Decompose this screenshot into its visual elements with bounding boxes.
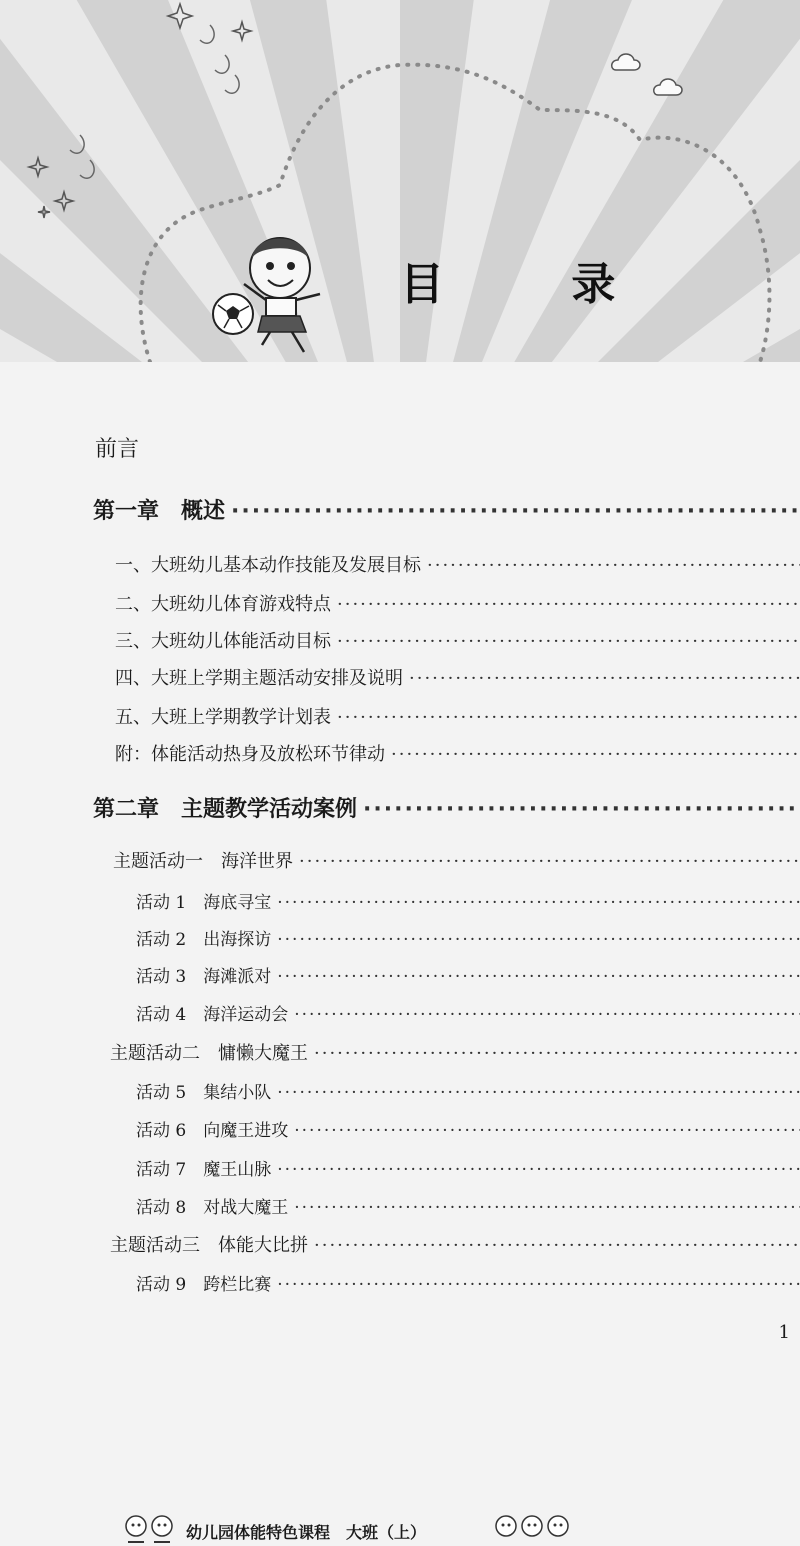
footer-title: 幼儿园体能特色课程 大班（上） <box>186 1523 427 1542</box>
toc-entry-label: 活动 1 海底寻宝 <box>136 893 272 913</box>
toc-entry-label: 二、大班幼儿体育游戏特点 <box>115 594 331 615</box>
dot-leader <box>277 1083 800 1103</box>
dot-leader <box>299 851 800 872</box>
toc-entry-label: 主题活动一 海洋世界 <box>113 851 293 872</box>
toc-entry-label: 前言 <box>95 437 140 462</box>
dot-leader <box>314 1043 800 1064</box>
kids-icon <box>120 1512 180 1546</box>
dot-leader <box>277 930 800 950</box>
toc-activity[interactable] <box>136 1116 800 1141</box>
toc-chapter-1[interactable] <box>93 494 800 525</box>
dot-leader <box>427 555 800 576</box>
dot-leader <box>391 744 800 765</box>
toc-activity[interactable] <box>136 1270 800 1295</box>
toc-activity[interactable] <box>136 888 800 913</box>
toc-entry-label: 主题活动二 慵懒大魔王 <box>110 1043 308 1064</box>
toc-entry-label: 活动 3 海滩派对 <box>136 967 272 987</box>
toc-activity[interactable] <box>136 1000 800 1025</box>
toc-entry-label: 第二章 主题教学活动案例 <box>93 797 358 822</box>
toc-entry-label: 三、大班幼儿体能活动目标 <box>115 631 331 652</box>
toc-activity[interactable] <box>136 1193 800 1218</box>
toc-activity[interactable] <box>136 1155 800 1180</box>
dot-leader <box>231 499 800 524</box>
dot-leader <box>294 1198 800 1218</box>
toc-entry-label: 活动 4 海洋运动会 <box>136 1005 289 1025</box>
footer <box>120 1512 600 1546</box>
toc-section[interactable] <box>115 740 800 766</box>
toc-entry-label: 活动 5 集结小队 <box>136 1083 272 1103</box>
toc-section[interactable] <box>115 703 800 729</box>
toc-entry-label: 一、大班幼儿基本动作技能及发展目标 <box>115 555 421 576</box>
toc-theme[interactable] <box>110 1039 800 1065</box>
toc-entry-label: 活动 6 向魔王进攻 <box>136 1121 289 1141</box>
toc-entry-label: 活动 9 跨栏比赛 <box>136 1275 272 1295</box>
toc-activity[interactable] <box>136 1078 800 1103</box>
toc-entry-label: 五、大班上学期教学计划表 <box>115 707 331 728</box>
toc-section[interactable] <box>115 590 800 616</box>
dot-leader <box>294 1121 800 1141</box>
toc-entry-label: 活动 7 魔王山脉 <box>136 1160 272 1180</box>
dot-leader <box>337 594 800 615</box>
toc-preface[interactable] <box>95 432 139 463</box>
toc-chapter-2[interactable] <box>93 792 800 823</box>
toc-section[interactable] <box>115 551 800 577</box>
dot-leader <box>409 668 800 689</box>
dot-leader <box>277 893 800 913</box>
dot-leader <box>337 707 800 728</box>
toc-theme[interactable] <box>113 847 800 873</box>
page-number: 1 <box>778 1322 790 1343</box>
toc-entry-label: 四、大班上学期主题活动安排及说明 <box>115 668 403 689</box>
toc-section[interactable] <box>115 664 800 690</box>
toc-entry-label: 活动 8 对战大魔王 <box>136 1198 289 1218</box>
toc-entry-label: 主题活动三 体能大比拼 <box>110 1235 308 1256</box>
dot-leader <box>277 967 800 987</box>
toc-theme[interactable] <box>110 1231 800 1257</box>
toc-entry-label: 活动 2 出海探访 <box>136 930 272 950</box>
header-illustration <box>0 0 800 362</box>
dot-leader <box>363 797 800 822</box>
toc-entry-label: 第一章 概述 <box>93 499 226 524</box>
toc-entry-label: 附：体能活动热身及放松环节律动 <box>115 744 385 765</box>
dot-leader <box>337 631 800 652</box>
toc-activity[interactable] <box>136 925 800 950</box>
page-title: 目 录 <box>400 259 672 310</box>
dot-leader <box>294 1005 800 1025</box>
kids-icon <box>490 1512 580 1546</box>
dot-leader <box>277 1160 800 1180</box>
toc-section[interactable] <box>115 627 800 653</box>
toc-activity[interactable] <box>136 962 800 987</box>
dot-leader <box>277 1275 800 1295</box>
dot-leader <box>314 1235 800 1256</box>
